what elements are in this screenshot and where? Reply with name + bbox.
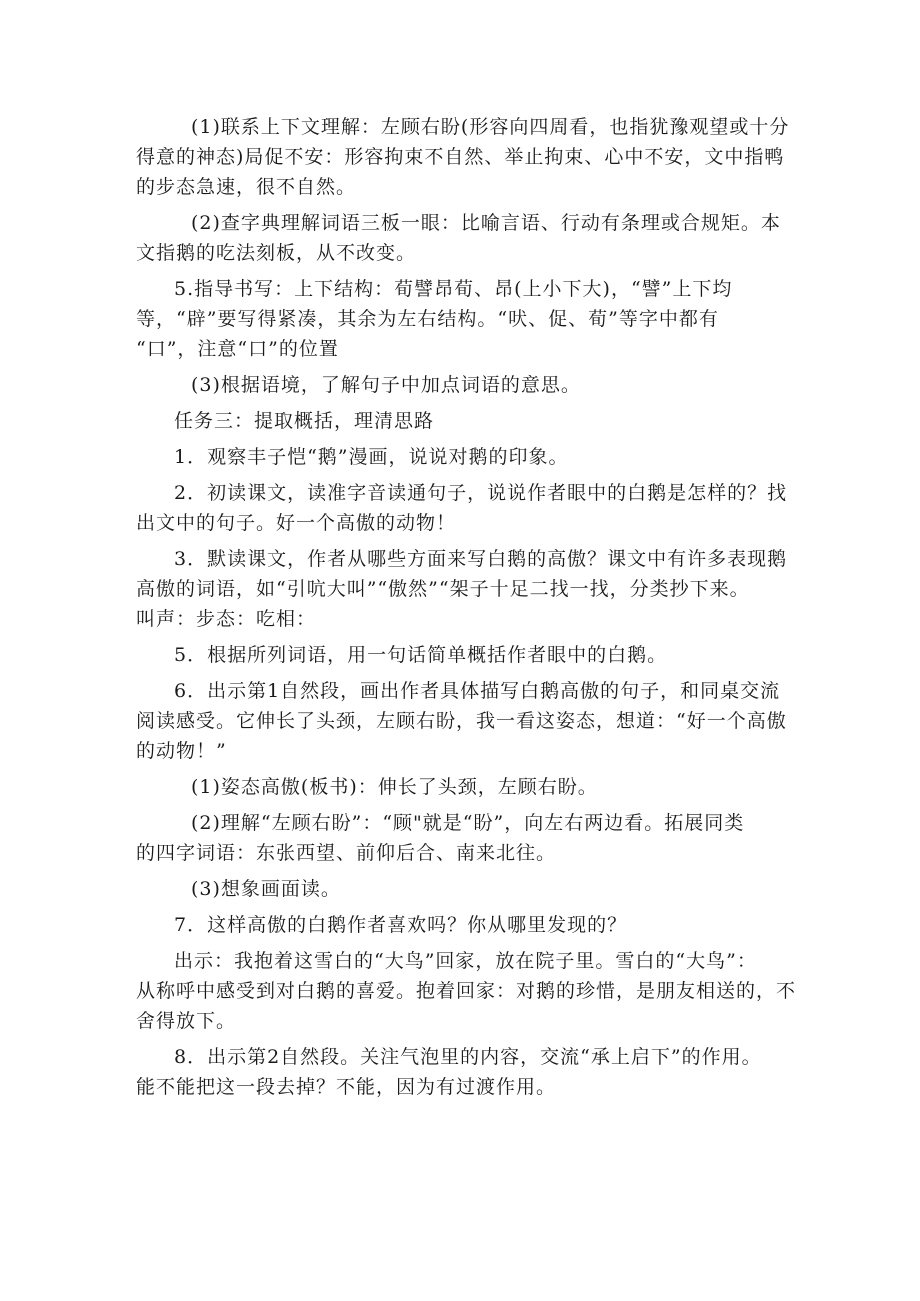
- text-line: (1)联系上下文理解：左顾右盼(形容向四周看，也指犹豫观望或十分: [191, 116, 790, 138]
- paragraph-12: [136, 808, 806, 868]
- text-line: 等，“辟”要写得紧凑，其余为左右结构。“吠、促、荀”等字中都有: [136, 308, 719, 330]
- paragraph-16: [136, 1042, 806, 1102]
- text-line: 的动物！”: [136, 740, 227, 762]
- text-line: 高傲的词语，如“引吭大叫”“傲然”“架子十足二找一找，分类抄下来。: [136, 578, 750, 600]
- text-line: 5.指导书写：上下结构：荀譬昂荀、昂(上小下大)，“譬”上下均: [174, 278, 733, 300]
- paragraph-14: [136, 910, 806, 940]
- paragraph-1: [136, 112, 806, 202]
- text-line: 的四字词语：东张西望、前仰后合、南来北往。: [136, 842, 557, 864]
- text-line: 1．观察丰子恺“鹅”漫画，说说对鹅的印象。: [174, 446, 569, 468]
- section-heading: 任务三：提取概括，理清思路: [174, 410, 435, 432]
- text-line: 得意的神态)局促不安：形容拘束不自然、举止拘束、心中不安，文中指鸭: [136, 146, 785, 168]
- paragraph-15: [136, 946, 806, 1036]
- text-line: “口”，注意“口”的位置: [136, 338, 339, 360]
- paragraph-10: [136, 676, 806, 766]
- paragraph-8: [136, 544, 806, 634]
- text-line: 5．根据所列词语，用一句话简单概括作者眼中的白鹅。: [174, 644, 668, 666]
- text-line: (3)想象画面读。: [191, 878, 341, 900]
- text-line: 6．出示第1自然段，画出作者具体描写白鹅高傲的句子，和同桌交流: [174, 680, 781, 702]
- text-line: (1)姿态高傲(板书)：伸长了头颈，左顾右盼。: [191, 776, 598, 798]
- text-line: 能不能把这一段去掉？不能，因为有过渡作用。: [136, 1076, 557, 1098]
- paragraph-6: [136, 442, 806, 472]
- paragraph-5: [136, 406, 806, 436]
- text-line: (2)理解“左顾右盼”：“顾"就是“盼”，向左右两边看。拓展同类: [191, 812, 745, 834]
- document-body: [136, 112, 806, 1102]
- paragraph-11: [136, 772, 806, 802]
- text-line: (3)根据语境，了解句子中加点词语的意思。: [191, 374, 581, 396]
- text-line: 2．初读课文，读准字音读通句子，说说作者眼中的白鹅是怎样的？找: [174, 482, 788, 504]
- text-line: 文指鹅的吃法刻板，从不改变。: [136, 242, 417, 264]
- paragraph-9: [136, 640, 806, 670]
- text-line: 出文中的句子。好一个高傲的动物！: [136, 512, 457, 534]
- text-line: 舍得放下。: [136, 1010, 237, 1032]
- text-line: (2)查字典理解词语三板一眼：比喻言语、行动有条理或合规矩。本: [191, 212, 781, 234]
- paragraph-13: [136, 874, 806, 904]
- paragraph-4: [136, 370, 806, 400]
- text-line: 阅读感受。它伸长了头颈，左顾右盼，我一看这姿态，想道：“好一个高傲: [136, 710, 787, 732]
- paragraph-3: [136, 274, 806, 364]
- text-line: 出示：我抱着这雪白的“大鸟”回家，放在院子里。雪白的“大鸟”：: [174, 950, 757, 972]
- text-line: 从称呼中感受到对白鹅的喜爱。抱着回家：对鹅的珍惜，是朋友相送的，不: [136, 980, 797, 1002]
- text-line: 7．这样高傲的白鹅作者喜欢吗？你从哪里发现的？: [174, 914, 628, 936]
- text-line: 的步态急速，很不自然。: [136, 176, 357, 198]
- paragraph-2: [136, 208, 806, 268]
- text-line: 叫声：步态：吃相：: [136, 608, 317, 630]
- paragraph-7: [136, 478, 806, 538]
- text-line: 3．默读课文，作者从哪些方面来写白鹅的高傲？课文中有许多表现鹅: [174, 548, 788, 570]
- text-line: 8．出示第2自然段。关注气泡里的内容，交流“承上启下”的作用。: [174, 1046, 762, 1068]
